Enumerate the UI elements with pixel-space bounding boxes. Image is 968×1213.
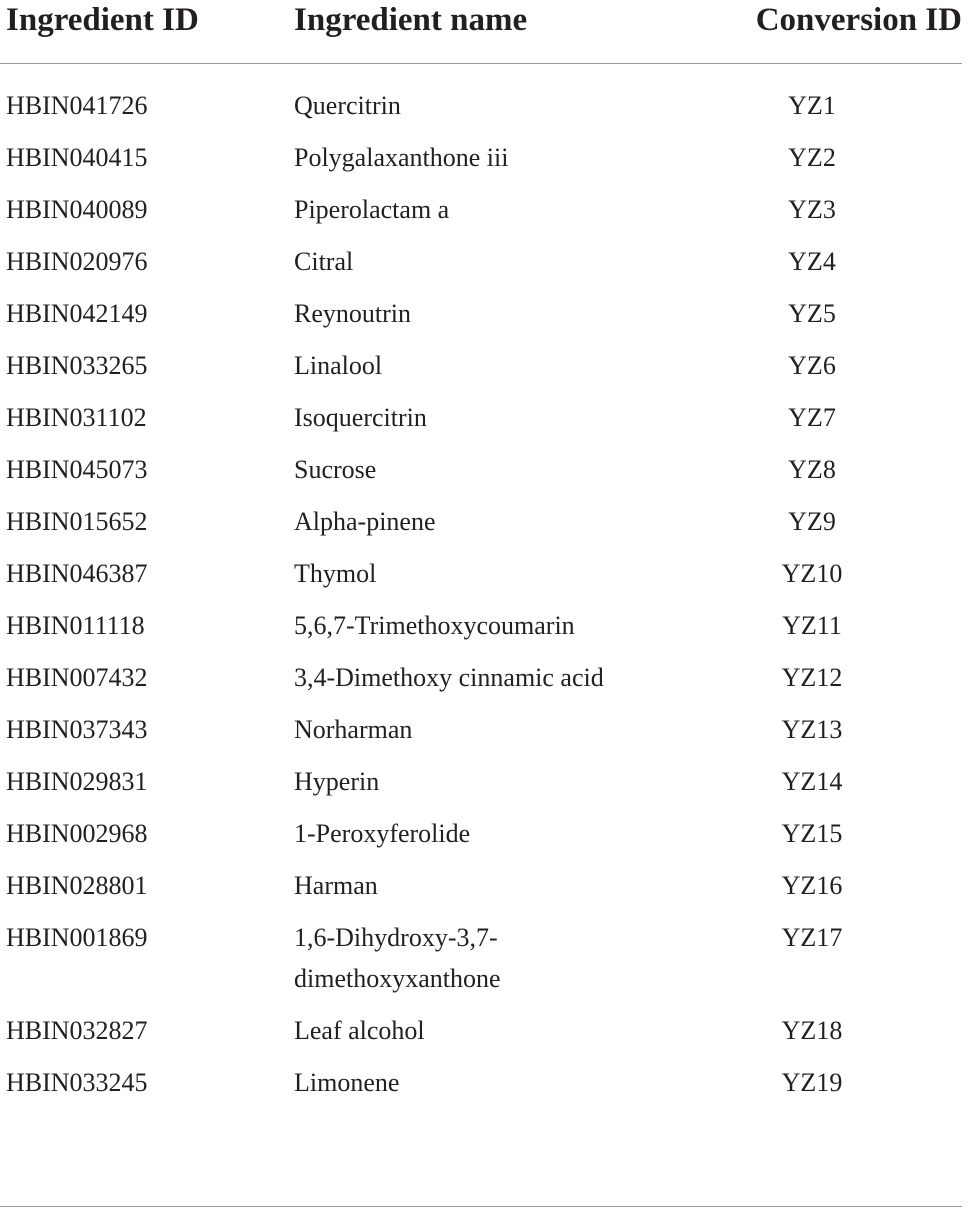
ingredient-id-cell: HBIN037343	[6, 715, 148, 744]
conversion-id-cell: YZ14	[781, 767, 843, 796]
ingredient-id-cell: HBIN033245	[6, 1067, 148, 1097]
ingredient-name-cell: Thymol	[294, 559, 377, 588]
table-bottom-rule	[0, 1206, 962, 1207]
conversion-id-cell: YZ7	[788, 403, 836, 432]
ingredient-name-cell: 1,6-Dihydroxy-3,7-dimethoxyxanthone	[294, 923, 501, 993]
ingredient-id-cell: HBIN046387	[6, 559, 148, 588]
ingredient-name-cell: Reynoutrin	[294, 299, 411, 328]
table-row	[0, 762, 962, 814]
ingredient-name-cell: Alpha-pinene	[294, 507, 436, 536]
conversion-id-cell: YZ3	[788, 195, 836, 224]
conversion-id-cell: YZ2	[788, 143, 836, 172]
ingredient-name-cell: Polygalaxanthone iii	[294, 143, 509, 172]
header-ingredient-name: Ingredient name	[294, 2, 528, 38]
header-ingredient-id: Ingredient ID	[6, 2, 199, 38]
conversion-id-cell: YZ15	[781, 819, 843, 848]
ingredient-id-cell: HBIN031102	[6, 403, 147, 432]
ingredient-id-cell: HBIN001869	[6, 923, 148, 952]
conversion-id-cell: YZ12	[781, 663, 843, 692]
table-row	[0, 86, 962, 138]
table-row	[0, 190, 962, 242]
table-header-row	[0, 0, 962, 64]
ingredient-name-cell: Sucrose	[294, 455, 377, 484]
ingredient-id-cell: HBIN011118	[6, 611, 145, 640]
ingredient-name-cell: Citral	[294, 247, 354, 276]
ingredient-id-cell: HBIN033265	[6, 351, 148, 380]
conversion-id-cell: YZ1	[788, 91, 836, 120]
ingredient-id-cell: HBIN041726	[6, 91, 148, 120]
ingredient-id-cell: HBIN007432	[6, 663, 148, 692]
conversion-id-cell: YZ17	[781, 923, 843, 952]
ingredient-name-cell: Norharman	[294, 715, 413, 744]
table-row	[0, 1063, 962, 1115]
table-row	[0, 294, 962, 346]
table-row	[0, 502, 962, 554]
table-row	[0, 398, 962, 450]
ingredient-id-cell: HBIN040415	[6, 143, 148, 172]
ingredient-id-cell: HBIN002968	[6, 819, 148, 848]
table-row	[0, 554, 962, 606]
conversion-id-cell: YZ19	[781, 1067, 843, 1097]
ingredient-name-cell: Leaf alcohol	[294, 1015, 425, 1045]
table-row	[0, 866, 962, 918]
ingredient-name-cell: Isoquercitrin	[294, 403, 427, 432]
ingredient-id-cell: HBIN028801	[6, 871, 148, 900]
conversion-id-cell: YZ18	[781, 1015, 843, 1045]
table-row	[0, 814, 962, 866]
header-conversion-id: Conversion ID	[755, 2, 962, 38]
table-row	[0, 1011, 962, 1063]
ingredient-name-cell: Piperolactam a	[294, 195, 450, 224]
conversion-id-cell: YZ16	[781, 871, 843, 900]
table-row	[0, 242, 962, 294]
ingredient-name-cell: 3,4-Dimethoxy cinnamic acid	[294, 663, 604, 692]
conversion-id-cell: YZ4	[788, 247, 836, 276]
table-row	[0, 658, 962, 710]
conversion-id-cell: YZ11	[782, 611, 842, 640]
conversion-id-cell: YZ10	[781, 559, 843, 588]
ingredient-name-cell: Hyperin	[294, 767, 380, 796]
conversion-id-cell: YZ5	[788, 299, 836, 328]
table-row	[0, 710, 962, 762]
ingredient-id-cell: HBIN029831	[6, 767, 148, 796]
ingredient-name-cell: 5,6,7-Trimethoxycoumarin	[294, 611, 575, 640]
ingredient-id-cell: HBIN040089	[6, 195, 148, 224]
conversion-id-cell: YZ9	[788, 507, 836, 536]
ingredient-id-cell: HBIN015652	[6, 507, 148, 536]
ingredient-name-cell: Linalool	[294, 351, 383, 380]
conversion-id-cell: YZ13	[781, 715, 843, 744]
ingredient-id-cell: HBIN032827	[6, 1015, 148, 1045]
table-row	[0, 138, 962, 190]
ingredient-id-cell: HBIN020976	[6, 247, 148, 276]
ingredient-name-cell: 1-Peroxyferolide	[294, 819, 471, 848]
table-body	[0, 64, 962, 1115]
ingredient-name-cell: Limonene	[294, 1067, 400, 1097]
table-row	[0, 450, 962, 502]
conversion-id-cell: YZ8	[788, 455, 836, 484]
table-row	[0, 918, 962, 1011]
conversion-id-cell: YZ6	[788, 351, 836, 380]
table-row	[0, 346, 962, 398]
table-row	[0, 606, 962, 658]
ingredient-name-cell: Harman	[294, 871, 378, 900]
ingredient-id-cell: HBIN045073	[6, 455, 148, 484]
ingredient-name-cell: Quercitrin	[294, 91, 401, 120]
ingredient-id-cell: HBIN042149	[6, 299, 148, 328]
